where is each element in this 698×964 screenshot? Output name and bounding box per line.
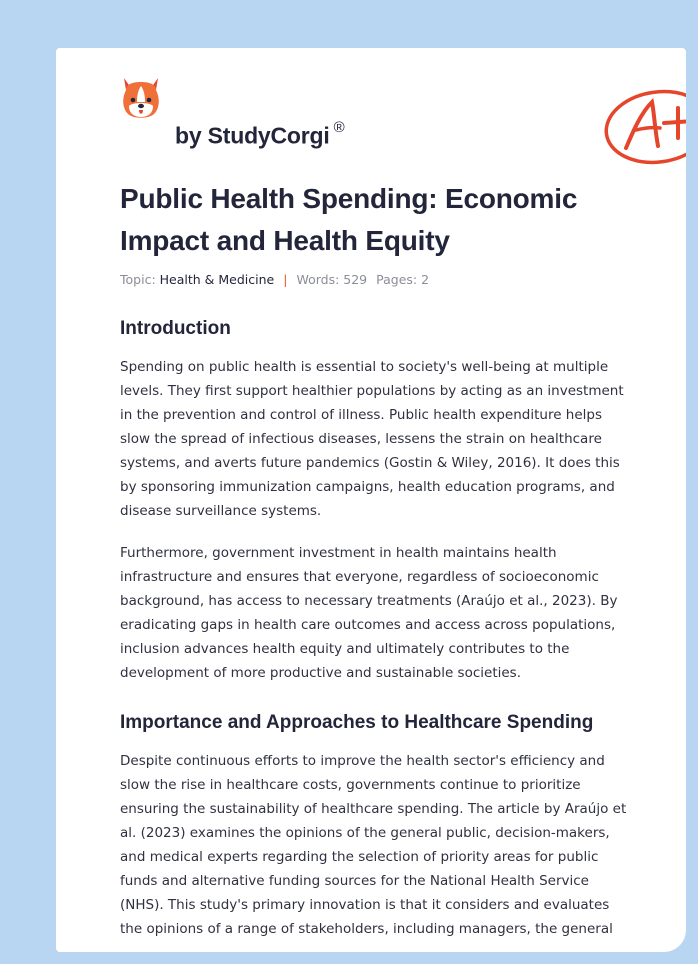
paragraph: Spending on public health is essential to society's well-being at multiple levels. They first support healthier populations by acting as an investment in the prevention and control of illness. Public health expenditure helps slow the spread of infectious diseases, lessens the strain on healthcare systems, and averts future pandemics (Gostin & Wiley, 2016). It does this by sponsoring immunization campaigns, health education programs, and disease surveillance systems. xyxy=(120,359,624,519)
document-meta xyxy=(120,272,634,287)
brand-name[interactable]: by StudyCorgi ® xyxy=(175,119,345,149)
topic-link[interactable]: Health & Medicine xyxy=(159,272,275,287)
page-count: Pages: 2 xyxy=(376,272,430,287)
topic-label: Topic: xyxy=(120,272,156,287)
corgi-logo-icon[interactable] xyxy=(120,76,162,122)
section-heading-introduction: Introduction xyxy=(120,318,231,339)
meta-separator: | xyxy=(283,272,288,287)
paragraph: Despite continuous efforts to improve the health sector's efficiency and slow the rise in healthcare costs, governments continue to prioritize ensuring the sustainability of healthcare spending. The article by Araújo et al. (2023) examines the opinions of the general public, decision-makers, and medical experts regarding the selection of priority areas for public funds and alternative funding sources for the National Health Service (NHS). This study's primary innovation is that it considers and evaluates the opinions of a range of stakeholders, including managers, the general xyxy=(120,753,627,937)
document-body xyxy=(120,178,634,941)
document-page xyxy=(56,48,686,952)
paragraph: Furthermore, government investment in health maintains health infrastructure and ensures that everyone, regardless of socioeconomic background, has access to necessary treatments (Araújo et al., 2023). By eradicating gaps in health care outcomes and access across populations, inclusion advances health equity and ultimately contributes to the development of more productive and sustainable societies. xyxy=(120,545,618,681)
page-title: Public Health Spending: Economic Impact and Health Equity xyxy=(120,183,578,256)
header xyxy=(120,76,640,156)
word-count: Words: 529 xyxy=(296,272,368,287)
section-heading-importance: Importance and Approaches to Healthcare Spending xyxy=(120,712,594,733)
registered-mark: ® xyxy=(333,119,345,136)
grade-a-plus-icon xyxy=(602,86,686,168)
